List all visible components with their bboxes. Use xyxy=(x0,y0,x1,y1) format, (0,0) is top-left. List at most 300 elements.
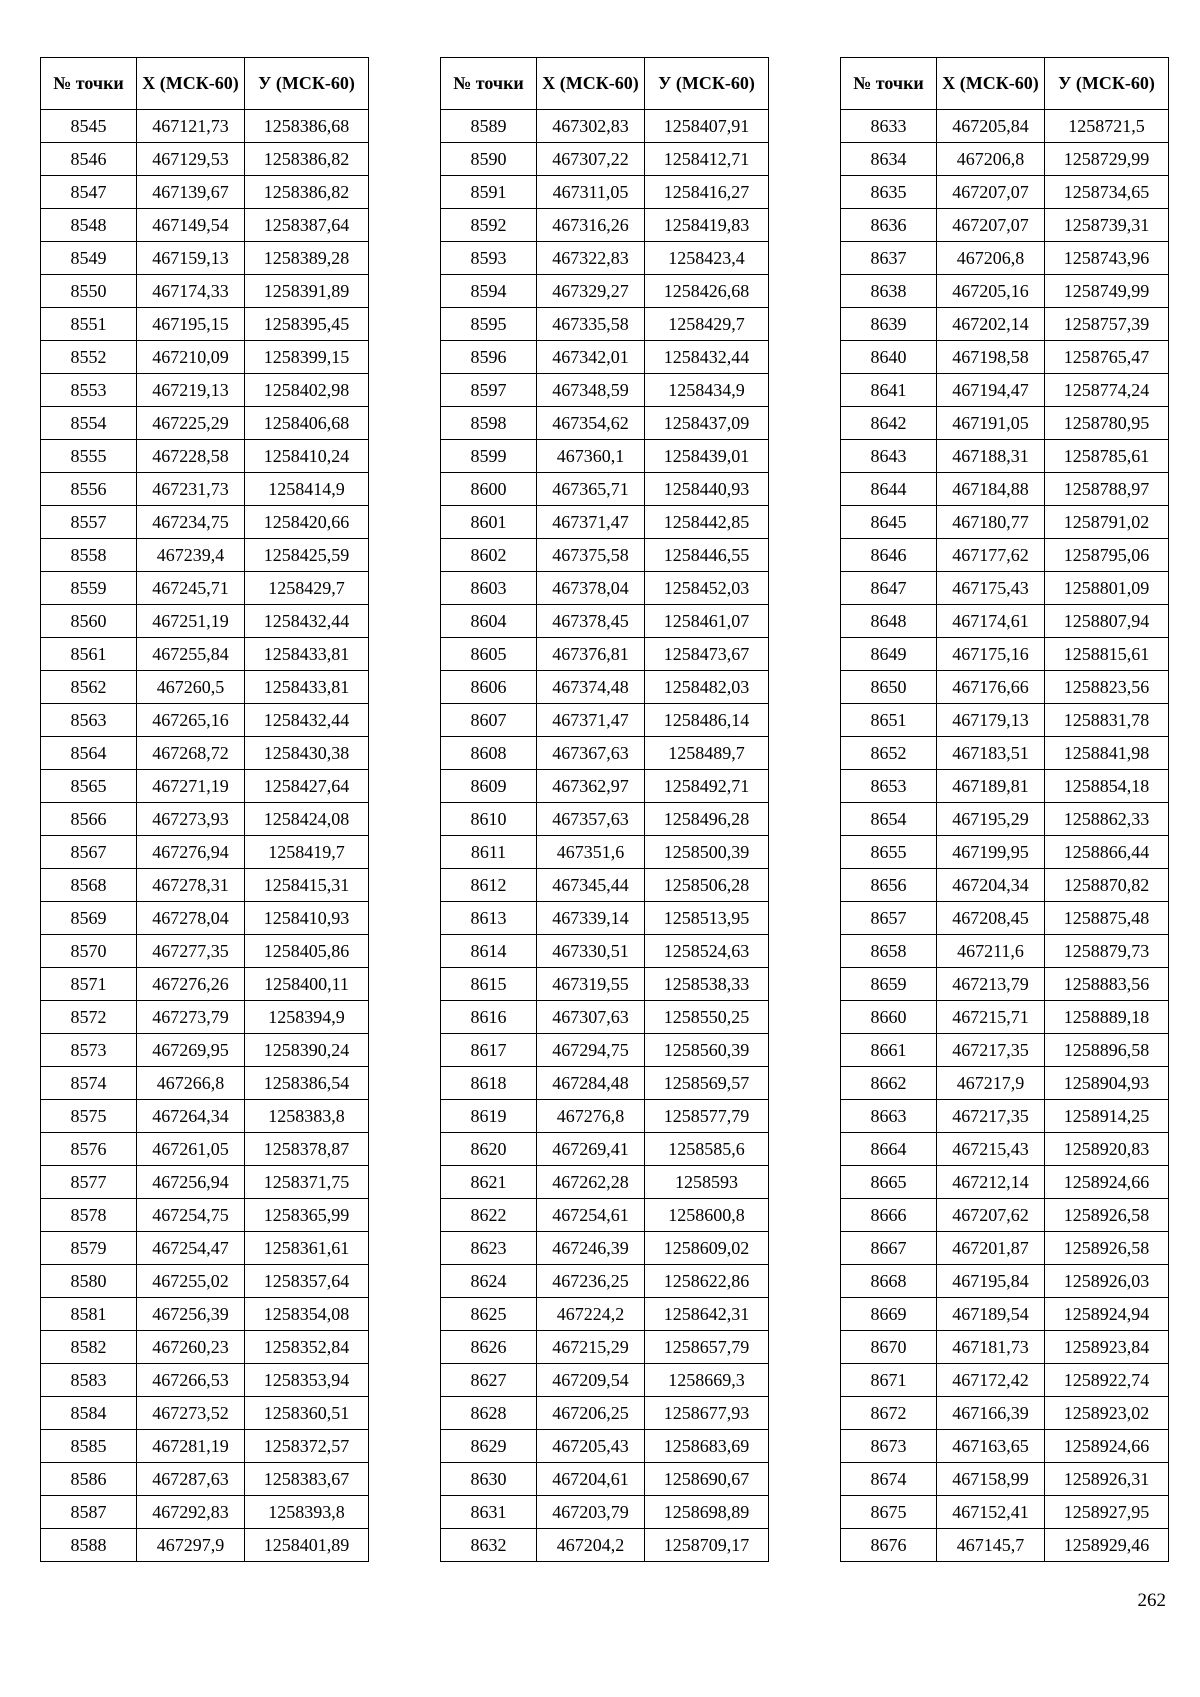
cell-x-coordinate: 467335,58 xyxy=(537,308,645,341)
table-row xyxy=(41,1397,369,1430)
cell-point-number: 8604 xyxy=(441,605,537,638)
cell-point-number: 8585 xyxy=(41,1430,137,1463)
table-row xyxy=(841,506,1169,539)
cell-x-coordinate: 467376,81 xyxy=(537,638,645,671)
table-row xyxy=(41,506,369,539)
cell-y-coordinate: 1258690,67 xyxy=(645,1463,769,1496)
table-row xyxy=(841,440,1169,473)
cell-point-number: 8627 xyxy=(441,1364,537,1397)
cell-y-coordinate: 1258923,02 xyxy=(1045,1397,1169,1430)
table-row xyxy=(841,968,1169,1001)
table-row xyxy=(441,1331,769,1364)
cell-point-number: 8634 xyxy=(841,143,937,176)
cell-y-coordinate: 1258698,89 xyxy=(645,1496,769,1529)
cell-x-coordinate: 467360,1 xyxy=(537,440,645,473)
cell-x-coordinate: 467215,71 xyxy=(937,1001,1045,1034)
cell-y-coordinate: 1258410,93 xyxy=(245,902,369,935)
cell-x-coordinate: 467345,44 xyxy=(537,869,645,902)
cell-x-coordinate: 467255,84 xyxy=(137,638,245,671)
table-row xyxy=(441,836,769,869)
table-row xyxy=(41,968,369,1001)
cell-point-number: 8559 xyxy=(41,572,137,605)
cell-x-coordinate: 467203,79 xyxy=(537,1496,645,1529)
cell-point-number: 8650 xyxy=(841,671,937,704)
cell-y-coordinate: 1258387,64 xyxy=(245,209,369,242)
cell-x-coordinate: 467121,73 xyxy=(137,110,245,143)
cell-point-number: 8672 xyxy=(841,1397,937,1430)
cell-y-coordinate: 1258657,79 xyxy=(645,1331,769,1364)
cell-x-coordinate: 467322,83 xyxy=(537,242,645,275)
cell-x-coordinate: 467208,45 xyxy=(937,902,1045,935)
table-row xyxy=(841,770,1169,803)
coordinates-table-1 xyxy=(40,57,369,1562)
table-row xyxy=(41,242,369,275)
cell-y-coordinate: 1258585,6 xyxy=(645,1133,769,1166)
cell-y-coordinate: 1258926,58 xyxy=(1045,1232,1169,1265)
cell-point-number: 8618 xyxy=(441,1067,537,1100)
table-row xyxy=(841,275,1169,308)
cell-point-number: 8626 xyxy=(441,1331,537,1364)
cell-x-coordinate: 467207,07 xyxy=(937,176,1045,209)
cell-y-coordinate: 1258390,24 xyxy=(245,1034,369,1067)
cell-x-coordinate: 467224,2 xyxy=(537,1298,645,1331)
table-row xyxy=(841,1067,1169,1100)
cell-point-number: 8630 xyxy=(441,1463,537,1496)
table-row xyxy=(41,1364,369,1397)
cell-x-coordinate: 467264,34 xyxy=(137,1100,245,1133)
cell-y-coordinate: 1258412,71 xyxy=(645,143,769,176)
cell-y-coordinate: 1258414,9 xyxy=(245,473,369,506)
cell-x-coordinate: 467206,8 xyxy=(937,143,1045,176)
coordinates-table-2 xyxy=(440,57,769,1562)
cell-x-coordinate: 467266,8 xyxy=(137,1067,245,1100)
cell-point-number: 8563 xyxy=(41,704,137,737)
cell-point-number: 8564 xyxy=(41,737,137,770)
table-row xyxy=(41,275,369,308)
table-row xyxy=(841,1298,1169,1331)
cell-x-coordinate: 467329,27 xyxy=(537,275,645,308)
table-row xyxy=(41,341,369,374)
cell-x-coordinate: 467217,35 xyxy=(937,1100,1045,1133)
cell-x-coordinate: 467198,58 xyxy=(937,341,1045,374)
cell-point-number: 8581 xyxy=(41,1298,137,1331)
table-row xyxy=(41,440,369,473)
cell-point-number: 8560 xyxy=(41,605,137,638)
cell-x-coordinate: 467189,81 xyxy=(937,770,1045,803)
table-row xyxy=(41,1133,369,1166)
cell-y-coordinate: 1258429,7 xyxy=(245,572,369,605)
cell-y-coordinate: 1258452,03 xyxy=(645,572,769,605)
cell-x-coordinate: 467205,16 xyxy=(937,275,1045,308)
table-row xyxy=(41,638,369,671)
cell-x-coordinate: 467152,41 xyxy=(937,1496,1045,1529)
cell-x-coordinate: 467265,16 xyxy=(137,704,245,737)
table-row xyxy=(441,737,769,770)
cell-y-coordinate: 1258439,01 xyxy=(645,440,769,473)
table-row xyxy=(441,1067,769,1100)
cell-y-coordinate: 1258739,31 xyxy=(1045,209,1169,242)
cell-y-coordinate: 1258807,94 xyxy=(1045,605,1169,638)
table-row xyxy=(441,1430,769,1463)
cell-point-number: 8637 xyxy=(841,242,937,275)
cell-point-number: 8557 xyxy=(41,506,137,539)
cell-point-number: 8588 xyxy=(41,1529,137,1562)
cell-y-coordinate: 1258360,51 xyxy=(245,1397,369,1430)
cell-x-coordinate: 467213,79 xyxy=(937,968,1045,1001)
table-row xyxy=(41,1529,369,1562)
cell-x-coordinate: 467261,05 xyxy=(137,1133,245,1166)
cell-y-coordinate: 1258729,99 xyxy=(1045,143,1169,176)
cell-y-coordinate: 1258432,44 xyxy=(245,605,369,638)
table-row xyxy=(41,671,369,704)
table-row xyxy=(441,869,769,902)
cell-x-coordinate: 467374,48 xyxy=(537,671,645,704)
table-row xyxy=(41,1001,369,1034)
cell-y-coordinate: 1258433,81 xyxy=(245,671,369,704)
table-row xyxy=(41,737,369,770)
cell-y-coordinate: 1258677,93 xyxy=(645,1397,769,1430)
table-row xyxy=(41,1331,369,1364)
table-row xyxy=(41,770,369,803)
cell-y-coordinate: 1258866,44 xyxy=(1045,836,1169,869)
cell-x-coordinate: 467181,73 xyxy=(937,1331,1045,1364)
cell-y-coordinate: 1258357,64 xyxy=(245,1265,369,1298)
cell-x-coordinate: 467149,54 xyxy=(137,209,245,242)
cell-point-number: 8597 xyxy=(441,374,537,407)
cell-x-coordinate: 467269,41 xyxy=(537,1133,645,1166)
cell-point-number: 8606 xyxy=(441,671,537,704)
table-row xyxy=(41,935,369,968)
table-row xyxy=(41,209,369,242)
table-row xyxy=(441,1199,769,1232)
cell-point-number: 8651 xyxy=(841,704,937,737)
table-row xyxy=(441,671,769,704)
cell-y-coordinate: 1258496,28 xyxy=(645,803,769,836)
cell-y-coordinate: 1258854,18 xyxy=(1045,770,1169,803)
table-row xyxy=(441,1298,769,1331)
cell-point-number: 8575 xyxy=(41,1100,137,1133)
table-row xyxy=(841,572,1169,605)
cell-y-coordinate: 1258500,39 xyxy=(645,836,769,869)
table-row xyxy=(41,836,369,869)
table-row xyxy=(441,473,769,506)
cell-y-coordinate: 1258352,84 xyxy=(245,1331,369,1364)
table-row xyxy=(41,407,369,440)
cell-point-number: 8555 xyxy=(41,440,137,473)
cell-x-coordinate: 467207,07 xyxy=(937,209,1045,242)
table-row xyxy=(41,473,369,506)
table-row xyxy=(441,440,769,473)
cell-y-coordinate: 1258642,31 xyxy=(645,1298,769,1331)
cell-y-coordinate: 1258609,02 xyxy=(645,1232,769,1265)
table-row xyxy=(841,1265,1169,1298)
cell-x-coordinate: 467207,62 xyxy=(937,1199,1045,1232)
cell-point-number: 8568 xyxy=(41,869,137,902)
cell-x-coordinate: 467215,43 xyxy=(937,1133,1045,1166)
header-y-coordinate: У (МСК-60) xyxy=(645,58,769,110)
cell-y-coordinate: 1258749,99 xyxy=(1045,275,1169,308)
cell-x-coordinate: 467189,54 xyxy=(937,1298,1045,1331)
cell-point-number: 8593 xyxy=(441,242,537,275)
cell-x-coordinate: 467205,84 xyxy=(937,110,1045,143)
cell-point-number: 8625 xyxy=(441,1298,537,1331)
table-row xyxy=(41,1100,369,1133)
cell-y-coordinate: 1258429,7 xyxy=(645,308,769,341)
cell-y-coordinate: 1258437,09 xyxy=(645,407,769,440)
cell-x-coordinate: 467302,83 xyxy=(537,110,645,143)
table-row xyxy=(441,407,769,440)
cell-point-number: 8566 xyxy=(41,803,137,836)
table-row xyxy=(441,1100,769,1133)
cell-point-number: 8594 xyxy=(441,275,537,308)
cell-point-number: 8591 xyxy=(441,176,537,209)
cell-point-number: 8610 xyxy=(441,803,537,836)
cell-x-coordinate: 467191,05 xyxy=(937,407,1045,440)
cell-x-coordinate: 467365,71 xyxy=(537,473,645,506)
cell-y-coordinate: 1258482,03 xyxy=(645,671,769,704)
table-row xyxy=(41,1034,369,1067)
cell-x-coordinate: 467234,75 xyxy=(137,506,245,539)
table-row xyxy=(841,935,1169,968)
cell-x-coordinate: 467239,4 xyxy=(137,539,245,572)
cell-point-number: 8583 xyxy=(41,1364,137,1397)
cell-y-coordinate: 1258353,94 xyxy=(245,1364,369,1397)
table-row xyxy=(441,902,769,935)
cell-x-coordinate: 467201,87 xyxy=(937,1232,1045,1265)
cell-y-coordinate: 1258550,25 xyxy=(645,1001,769,1034)
table-row xyxy=(441,935,769,968)
cell-x-coordinate: 467371,47 xyxy=(537,704,645,737)
cell-point-number: 8562 xyxy=(41,671,137,704)
cell-y-coordinate: 1258795,06 xyxy=(1045,539,1169,572)
cell-y-coordinate: 1258406,68 xyxy=(245,407,369,440)
table-row xyxy=(841,1331,1169,1364)
table-row xyxy=(441,1133,769,1166)
cell-point-number: 8638 xyxy=(841,275,937,308)
cell-point-number: 8548 xyxy=(41,209,137,242)
cell-x-coordinate: 467183,51 xyxy=(937,737,1045,770)
table-row xyxy=(441,1232,769,1265)
cell-y-coordinate: 1258889,18 xyxy=(1045,1001,1169,1034)
cell-point-number: 8600 xyxy=(441,473,537,506)
cell-y-coordinate: 1258927,95 xyxy=(1045,1496,1169,1529)
cell-y-coordinate: 1258926,58 xyxy=(1045,1199,1169,1232)
table-row xyxy=(41,1298,369,1331)
cell-point-number: 8644 xyxy=(841,473,937,506)
cell-y-coordinate: 1258924,94 xyxy=(1045,1298,1169,1331)
table-row xyxy=(841,143,1169,176)
cell-y-coordinate: 1258788,97 xyxy=(1045,473,1169,506)
table-row xyxy=(441,1463,769,1496)
cell-y-coordinate: 1258801,09 xyxy=(1045,572,1169,605)
cell-x-coordinate: 467246,39 xyxy=(537,1232,645,1265)
cell-point-number: 8617 xyxy=(441,1034,537,1067)
cell-y-coordinate: 1258432,44 xyxy=(245,704,369,737)
cell-point-number: 8622 xyxy=(441,1199,537,1232)
table-row xyxy=(841,341,1169,374)
cell-x-coordinate: 467236,25 xyxy=(537,1265,645,1298)
table-row xyxy=(441,209,769,242)
cell-point-number: 8658 xyxy=(841,935,937,968)
cell-point-number: 8574 xyxy=(41,1067,137,1100)
cell-y-coordinate: 1258914,25 xyxy=(1045,1100,1169,1133)
cell-y-coordinate: 1258402,98 xyxy=(245,374,369,407)
cell-x-coordinate: 467278,31 xyxy=(137,869,245,902)
cell-y-coordinate: 1258419,83 xyxy=(645,209,769,242)
cell-x-coordinate: 467311,05 xyxy=(537,176,645,209)
table-row xyxy=(441,176,769,209)
table-row xyxy=(841,1232,1169,1265)
table-row xyxy=(841,1001,1169,1034)
cell-y-coordinate: 1258425,59 xyxy=(245,539,369,572)
cell-x-coordinate: 467266,53 xyxy=(137,1364,245,1397)
cell-point-number: 8629 xyxy=(441,1430,537,1463)
cell-y-coordinate: 1258386,54 xyxy=(245,1067,369,1100)
cell-y-coordinate: 1258924,66 xyxy=(1045,1430,1169,1463)
cell-x-coordinate: 467292,83 xyxy=(137,1496,245,1529)
cell-x-coordinate: 467268,72 xyxy=(137,737,245,770)
cell-y-coordinate: 1258461,07 xyxy=(645,605,769,638)
cell-y-coordinate: 1258399,15 xyxy=(245,341,369,374)
cell-x-coordinate: 467351,6 xyxy=(537,836,645,869)
cell-point-number: 8624 xyxy=(441,1265,537,1298)
table-row xyxy=(41,110,369,143)
cell-point-number: 8586 xyxy=(41,1463,137,1496)
cell-y-coordinate: 1258389,28 xyxy=(245,242,369,275)
header-point-number: № точки xyxy=(441,58,537,110)
cell-y-coordinate: 1258394,9 xyxy=(245,1001,369,1034)
table-row xyxy=(441,968,769,1001)
cell-y-coordinate: 1258524,63 xyxy=(645,935,769,968)
cell-x-coordinate: 467245,71 xyxy=(137,572,245,605)
cell-x-coordinate: 467174,61 xyxy=(937,605,1045,638)
cell-y-coordinate: 1258870,82 xyxy=(1045,869,1169,902)
cell-point-number: 8652 xyxy=(841,737,937,770)
table-row xyxy=(841,242,1169,275)
cell-point-number: 8671 xyxy=(841,1364,937,1397)
cell-x-coordinate: 467180,77 xyxy=(937,506,1045,539)
cell-x-coordinate: 467163,65 xyxy=(937,1430,1045,1463)
cell-y-coordinate: 1258383,8 xyxy=(245,1100,369,1133)
cell-point-number: 8623 xyxy=(441,1232,537,1265)
cell-x-coordinate: 467307,22 xyxy=(537,143,645,176)
cell-point-number: 8666 xyxy=(841,1199,937,1232)
cell-x-coordinate: 467210,09 xyxy=(137,341,245,374)
cell-x-coordinate: 467202,14 xyxy=(937,308,1045,341)
cell-point-number: 8648 xyxy=(841,605,937,638)
table-row xyxy=(41,1463,369,1496)
cell-y-coordinate: 1258922,74 xyxy=(1045,1364,1169,1397)
table-row xyxy=(41,704,369,737)
table-row xyxy=(841,1496,1169,1529)
cell-point-number: 8573 xyxy=(41,1034,137,1067)
cell-y-coordinate: 1258923,84 xyxy=(1045,1331,1169,1364)
cell-x-coordinate: 467172,42 xyxy=(937,1364,1045,1397)
cell-point-number: 8547 xyxy=(41,176,137,209)
cell-point-number: 8667 xyxy=(841,1232,937,1265)
cell-y-coordinate: 1258569,57 xyxy=(645,1067,769,1100)
cell-x-coordinate: 467219,13 xyxy=(137,374,245,407)
table-row xyxy=(841,539,1169,572)
table-row xyxy=(841,176,1169,209)
table-row xyxy=(441,539,769,572)
cell-x-coordinate: 467204,2 xyxy=(537,1529,645,1562)
cell-x-coordinate: 467254,61 xyxy=(537,1199,645,1232)
table-row xyxy=(41,1199,369,1232)
cell-x-coordinate: 467204,34 xyxy=(937,869,1045,902)
cell-x-coordinate: 467209,54 xyxy=(537,1364,645,1397)
table-row xyxy=(441,1265,769,1298)
cell-y-coordinate: 1258395,45 xyxy=(245,308,369,341)
table-row xyxy=(841,902,1169,935)
table-row xyxy=(441,374,769,407)
table-row xyxy=(841,209,1169,242)
cell-point-number: 8584 xyxy=(41,1397,137,1430)
cell-point-number: 8587 xyxy=(41,1496,137,1529)
table-row xyxy=(841,1463,1169,1496)
cell-point-number: 8670 xyxy=(841,1331,937,1364)
cell-y-coordinate: 1258683,69 xyxy=(645,1430,769,1463)
cell-point-number: 8641 xyxy=(841,374,937,407)
cell-y-coordinate: 1258765,47 xyxy=(1045,341,1169,374)
table-row xyxy=(441,242,769,275)
cell-point-number: 8596 xyxy=(441,341,537,374)
cell-point-number: 8556 xyxy=(41,473,137,506)
cell-x-coordinate: 467184,88 xyxy=(937,473,1045,506)
cell-y-coordinate: 1258361,61 xyxy=(245,1232,369,1265)
cell-x-coordinate: 467217,35 xyxy=(937,1034,1045,1067)
cell-x-coordinate: 467269,95 xyxy=(137,1034,245,1067)
cell-x-coordinate: 467254,47 xyxy=(137,1232,245,1265)
table-row xyxy=(41,902,369,935)
cell-point-number: 8578 xyxy=(41,1199,137,1232)
cell-point-number: 8571 xyxy=(41,968,137,1001)
cell-x-coordinate: 467175,43 xyxy=(937,572,1045,605)
cell-point-number: 8612 xyxy=(441,869,537,902)
cell-point-number: 8550 xyxy=(41,275,137,308)
cell-x-coordinate: 467354,62 xyxy=(537,407,645,440)
header-point-number: № точки xyxy=(41,58,137,110)
cell-x-coordinate: 467159,13 xyxy=(137,242,245,275)
cell-x-coordinate: 467307,63 xyxy=(537,1001,645,1034)
table-row xyxy=(841,1199,1169,1232)
cell-y-coordinate: 1258473,67 xyxy=(645,638,769,671)
cell-y-coordinate: 1258405,86 xyxy=(245,935,369,968)
cell-point-number: 8580 xyxy=(41,1265,137,1298)
cell-x-coordinate: 467251,19 xyxy=(137,605,245,638)
table-body xyxy=(441,110,769,1562)
table-header-row xyxy=(41,58,369,110)
cell-point-number: 8553 xyxy=(41,374,137,407)
cell-point-number: 8665 xyxy=(841,1166,937,1199)
cell-point-number: 8675 xyxy=(841,1496,937,1529)
table-row xyxy=(441,1397,769,1430)
table-row xyxy=(41,308,369,341)
cell-point-number: 8649 xyxy=(841,638,937,671)
table-row xyxy=(841,1133,1169,1166)
cell-point-number: 8636 xyxy=(841,209,937,242)
cell-y-coordinate: 1258416,27 xyxy=(645,176,769,209)
cell-y-coordinate: 1258709,17 xyxy=(645,1529,769,1562)
table-row xyxy=(441,1529,769,1562)
cell-y-coordinate: 1258929,46 xyxy=(1045,1529,1169,1562)
cell-y-coordinate: 1258823,56 xyxy=(1045,671,1169,704)
table-header-row xyxy=(441,58,769,110)
cell-y-coordinate: 1258920,83 xyxy=(1045,1133,1169,1166)
cell-x-coordinate: 467276,8 xyxy=(537,1100,645,1133)
cell-y-coordinate: 1258407,91 xyxy=(645,110,769,143)
coordinates-table-3 xyxy=(840,57,1169,1562)
